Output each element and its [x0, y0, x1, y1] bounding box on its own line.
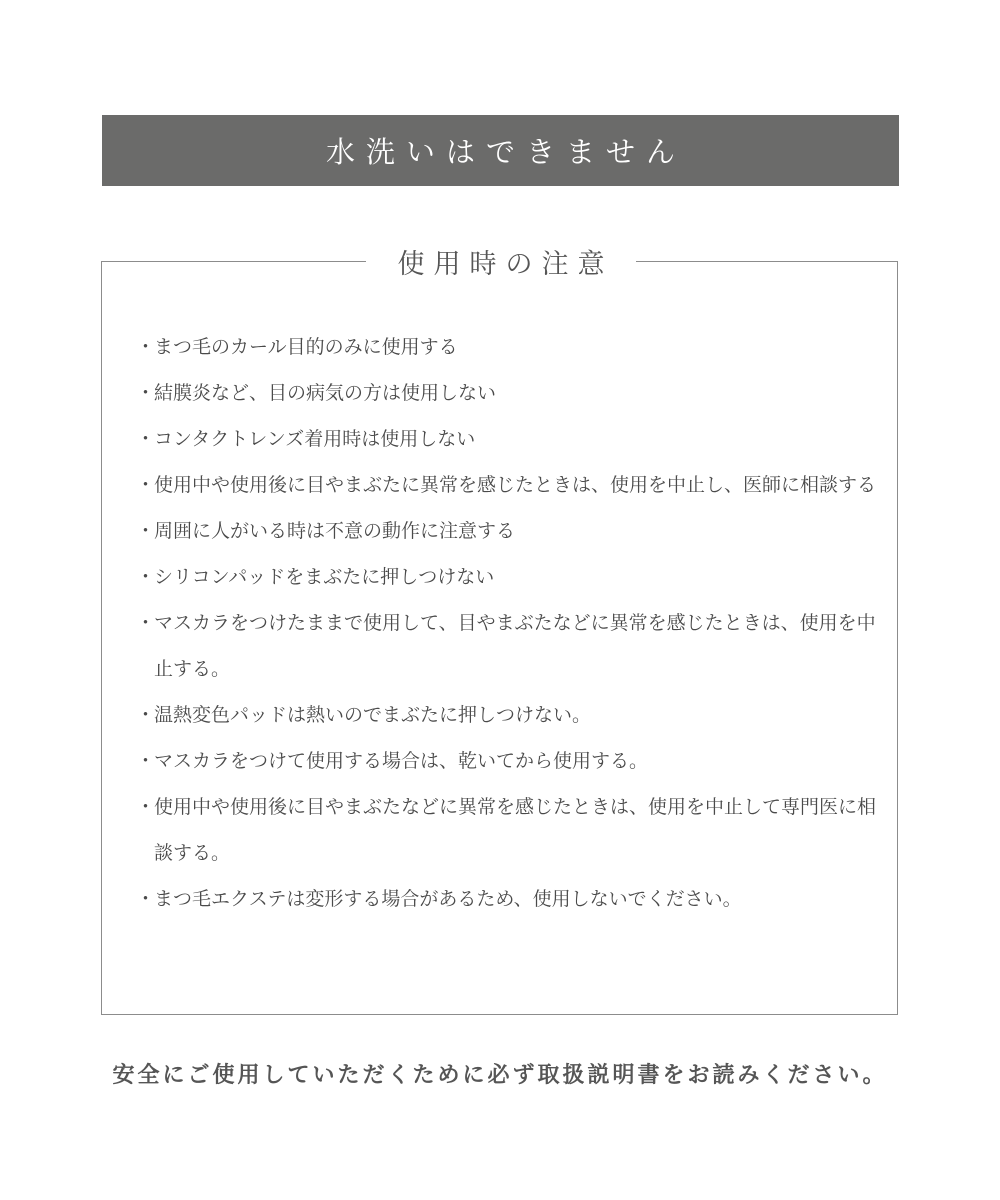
notice-item-text: まつ毛エクステは変形する場合があるため、使用しないでください。 — [154, 888, 742, 910]
notice-item-text: コンタクトレンズ着用時は使用しない — [154, 428, 476, 450]
notice-item-text: 周囲に人がいる時は不意の動作に注意する — [154, 520, 516, 542]
notice-item-text: シリコンパッドをまぶたに押しつけない — [154, 566, 495, 588]
notice-item — [136, 554, 876, 600]
notice-item — [136, 784, 876, 876]
notice-item-text: 使用中や使用後に目やまぶたなどに異常を感じたときは、使用を中止して専門医に相談する。 — [154, 796, 877, 864]
notice-item — [136, 416, 876, 462]
wash-warning-banner — [102, 115, 899, 186]
bullet-icon: ・ — [136, 704, 156, 726]
usage-notice-title — [366, 240, 636, 282]
notice-item-text: マスカラをつけたままで使用して、目やまぶたなどに異常を感じたときは、使用を中止する。 — [154, 612, 876, 680]
footer-note — [0, 1058, 1000, 1089]
bullet-icon: ・ — [136, 612, 156, 634]
usage-notice-list — [136, 324, 876, 922]
bullet-icon: ・ — [136, 750, 156, 772]
notice-item-text: マスカラをつけて使用する場合は、乾いてから使用する。 — [154, 750, 649, 772]
bullet-icon: ・ — [136, 796, 156, 818]
notice-item-text: まつ毛のカール目的のみに使用する — [154, 336, 458, 358]
footer-note-text: 安全にご使用していただくために必ず取扱説明書をお読みください。 — [112, 1063, 888, 1088]
bullet-icon: ・ — [136, 336, 156, 358]
notice-item-text: 温熱変色パッドは熱いのでまぶたに押しつけない。 — [154, 704, 592, 726]
notice-item — [136, 600, 876, 692]
bullet-icon: ・ — [136, 382, 156, 404]
notice-item — [136, 462, 876, 508]
notice-item — [136, 508, 876, 554]
notice-item-text: 使用中や使用後に目やまぶたに異常を感じたときは、使用を中止し、医師に相談する — [154, 474, 877, 496]
notice-item — [136, 324, 876, 370]
bullet-icon: ・ — [136, 428, 156, 450]
notice-item — [136, 738, 876, 784]
notice-item — [136, 692, 876, 738]
notice-item — [136, 370, 876, 416]
bullet-icon: ・ — [136, 520, 156, 542]
bullet-icon: ・ — [136, 566, 156, 588]
usage-notice-title-text: 使用時の注意 — [397, 248, 614, 280]
bullet-icon: ・ — [136, 474, 156, 496]
notice-item — [136, 876, 876, 922]
bullet-icon: ・ — [136, 888, 156, 910]
wash-warning-text: 水洗いはできません — [325, 135, 686, 169]
notice-item-text: 結膜炎など、目の病気の方は使用しない — [154, 382, 497, 404]
